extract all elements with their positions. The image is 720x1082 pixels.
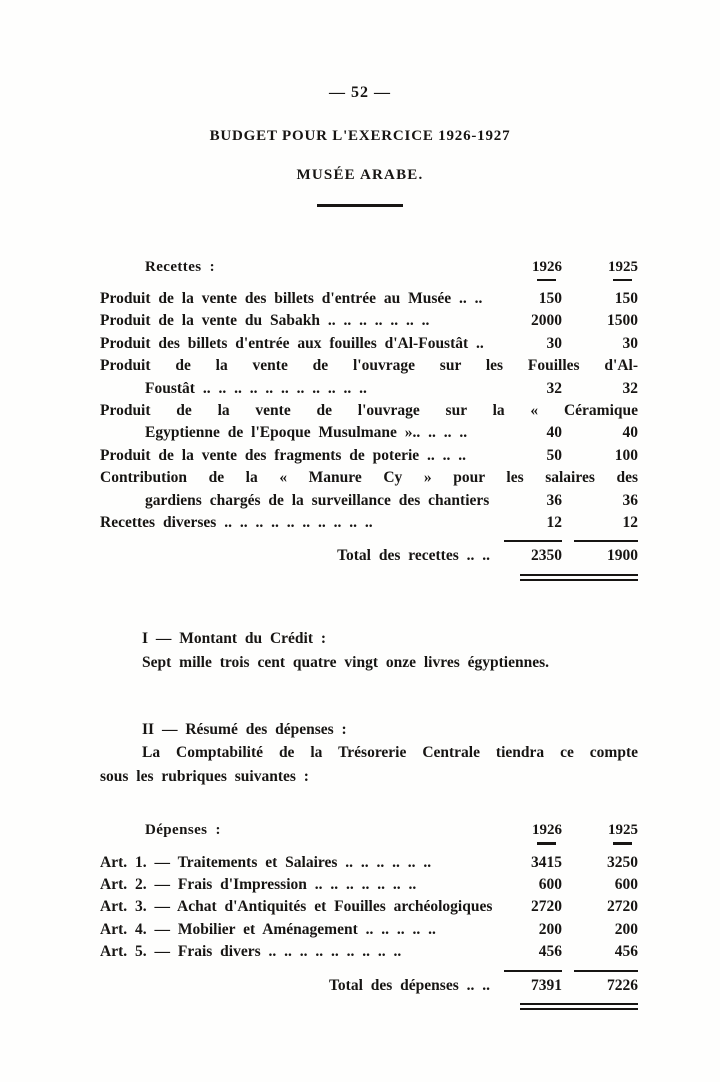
value-1926: 30: [546, 334, 562, 352]
row-label-line1: Produit de la vente de l'ouvrage sur la « Céramique: [100, 401, 638, 419]
row-label: Produit des billets d'entrée aux fouilles d'Al-Foustât ..: [100, 334, 484, 352]
value-1925: 3250: [607, 853, 638, 871]
value-1925: 600: [614, 876, 638, 894]
value-1925: 36: [622, 491, 638, 509]
year-label-1926: 1926: [532, 258, 562, 275]
table-row: [100, 355, 638, 400]
year-column-1925: [574, 822, 638, 844]
year-label-1926: 1926: [532, 822, 562, 839]
table-row: [100, 874, 638, 896]
value-1925: 150: [614, 289, 638, 307]
section-body-line1: La Comptabilité de la Trésorerie Centrale tiendra ce compte: [142, 744, 638, 762]
depenses-rows: [100, 852, 638, 964]
section-depenses-intro: [100, 718, 638, 789]
total-label: Total des recettes .. ..: [337, 547, 490, 565]
value-1925: 30: [622, 334, 638, 352]
row-label: Art. 3. — Achat d'Antiquités et Fouilles archéologiques: [100, 898, 493, 916]
year-label-1925: 1925: [608, 822, 638, 839]
table-row: [100, 445, 638, 467]
total-value-1926: 2350: [504, 540, 562, 567]
value-1926: 600: [538, 876, 562, 894]
year-column-1926: [504, 822, 562, 844]
value-1926: 150: [538, 289, 562, 307]
row-label: Art. 1. — Traitements et Salaires .. .. .. .. .. ..: [100, 853, 432, 871]
row-label-line1: Produit de la vente de l'ouvrage sur les Fouilles d'Al-: [100, 357, 638, 375]
table-row: [100, 852, 638, 874]
value-1926: 32: [546, 379, 562, 397]
page-content: [0, 259, 720, 1011]
value-1925: 200: [614, 920, 638, 938]
recettes-rows: [100, 288, 638, 534]
depenses-section-label: Dépenses :: [145, 822, 221, 839]
depenses-header-row: [100, 822, 638, 844]
depenses-total-row: [100, 967, 638, 997]
section-heading: I — Montant du Crédit :: [142, 629, 327, 647]
total-double-rule: [520, 1003, 638, 1010]
recettes-header-row: [100, 259, 638, 281]
row-label: Produit de la vente des fragments de poterie .. .. ..: [100, 446, 467, 464]
value-1925: 12: [622, 513, 638, 531]
year-underline: [613, 279, 632, 281]
year-underline: [537, 842, 556, 844]
year-label-1925: 1925: [608, 258, 638, 275]
value-1926: 2000: [531, 312, 562, 330]
row-label: Art. 5. — Frais divers .. .. .. .. .. .. .. .. ..: [100, 943, 402, 961]
section-body: Sept mille trois cent quatre vingt onze livres égyptiennes.: [142, 654, 549, 672]
recettes-total-row: [100, 537, 638, 567]
value-1925: 456: [614, 943, 638, 961]
row-label-line2: gardiens chargés de la surveillance des chantiers: [145, 491, 490, 509]
row-label-line2: Foustât .. .. .. .. .. .. .. .. .. .. ..: [145, 379, 367, 397]
value-1926: 50: [546, 446, 562, 464]
document-subtitle: MUSÉE ARABE.: [296, 167, 424, 183]
value-1925: 100: [614, 446, 638, 464]
table-row: [100, 941, 638, 963]
total-value-1926: 7391: [504, 970, 562, 997]
year-column-1925: [574, 259, 638, 281]
year-underline: [537, 279, 556, 281]
page-header: [0, 0, 720, 207]
row-continuation: [100, 378, 638, 400]
table-row: [100, 400, 638, 445]
value-1926: 12: [546, 513, 562, 531]
value-1926: 3415: [531, 853, 562, 871]
total-double-rule: [520, 574, 638, 581]
table-row: [100, 896, 638, 918]
row-label: Recettes diverses .. .. .. .. .. .. .. .. .. ..: [100, 513, 373, 531]
total-value-1925: 1900: [574, 540, 638, 567]
row-label: Art. 4. — Mobilier et Aménagement .. .. .. .. ..: [100, 920, 436, 938]
row-label: Produit de la vente du Sabakh .. .. .. .. .. .. ..: [100, 312, 430, 330]
value-1925: 2720: [607, 898, 638, 916]
row-continuation: [100, 422, 638, 444]
table-row: [100, 512, 638, 534]
row-label: Produit de la vente des billets d'entrée au Musée .. ..: [100, 289, 483, 307]
value-1926: 2720: [531, 898, 562, 916]
section-body-line2: sous les rubriques suivantes :: [100, 767, 309, 785]
table-row: [100, 310, 638, 332]
value-1926: 200: [538, 920, 562, 938]
value-1926: 40: [546, 424, 562, 442]
value-1925: 40: [622, 424, 638, 442]
recettes-table: [100, 259, 638, 581]
row-label-line1: Contribution de la « Manure Cy » pour les salaires des: [100, 469, 638, 487]
total-value-1925: 7226: [574, 970, 638, 997]
table-row: [100, 919, 638, 941]
title-divider: [317, 204, 403, 207]
recettes-section-label: Recettes :: [145, 258, 216, 275]
year-underline: [613, 842, 632, 844]
section-heading: II — Résumé des dépenses :: [142, 720, 347, 738]
value-1925: 32: [622, 379, 638, 397]
depenses-table: [100, 822, 638, 1010]
year-column-1926: [504, 259, 562, 281]
value-1926: 456: [538, 943, 562, 961]
table-row: [100, 333, 638, 355]
document-title: BUDGET POUR L'EXERCICE 1926-1927: [209, 128, 511, 144]
page-number: — 52 —: [329, 84, 391, 101]
row-label-line2: Egyptienne de l'Epoque Musulmane ».. .. .. ..: [145, 424, 468, 442]
row-continuation: [100, 490, 638, 512]
table-row: [100, 467, 638, 512]
total-label: Total des dépenses .. ..: [329, 976, 490, 994]
value-1925: 1500: [607, 312, 638, 330]
section-credit: [100, 627, 638, 676]
value-1926: 36: [546, 491, 562, 509]
table-row: [100, 288, 638, 310]
row-label: Art. 2. — Frais d'Impression .. .. .. .. .. .. ..: [100, 876, 417, 894]
